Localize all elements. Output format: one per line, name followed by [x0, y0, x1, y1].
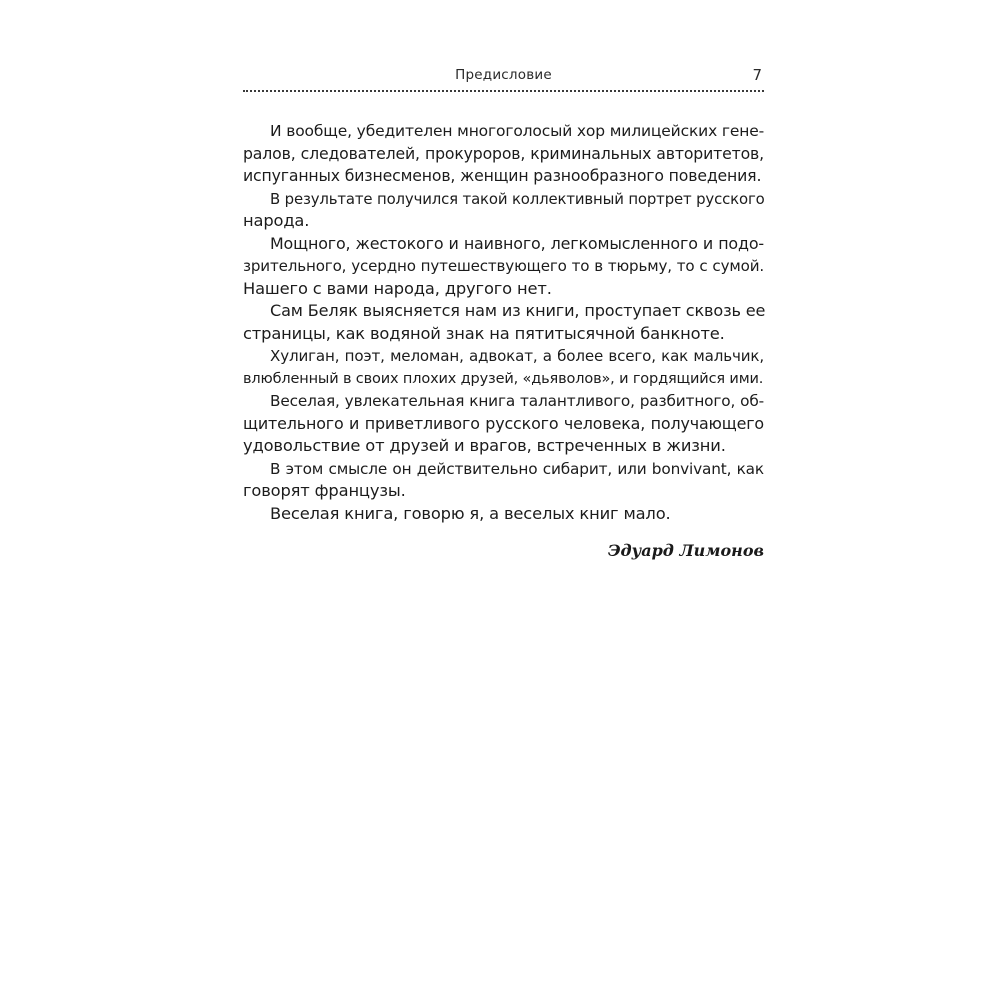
- text-line: Мощного, жестокого и наивного, легкомысленного и подо-: [270, 233, 764, 253]
- paragraph: [243, 345, 764, 390]
- text-line: ралов, следователей, прокуроров, криминальных авторитетов,: [243, 143, 764, 163]
- text-line: влюбленный в своих плохих друзей, «дьяволов», и гордящийся ими.: [243, 370, 764, 387]
- text-line: щительного и приветливого русского человека, получающего: [243, 413, 764, 433]
- paragraph: [243, 390, 764, 458]
- section-title: Предисловие: [455, 67, 552, 83]
- text-line: народа.: [243, 211, 310, 230]
- author-signature: Эдуард Лимонов: [607, 541, 764, 560]
- text-line: Сам Беляк выясняется нам из книги, проступает сквозь ее: [270, 301, 766, 320]
- book-page: [243, 62, 764, 582]
- text-line: говорят французы.: [243, 481, 406, 500]
- paragraph: [243, 300, 764, 345]
- text-line: Хулиган, поэт, меломан, адвокат, а более всего, как мальчик,: [270, 347, 764, 365]
- text-line: страницы, как водяной знак на пятитысячной банкноте.: [243, 323, 725, 343]
- text-line: зрительного, усердно путешествующего то в тюрьму, то с сумой.: [243, 257, 764, 275]
- paragraph: [243, 503, 764, 526]
- paragraph: [243, 458, 764, 503]
- paragraph: [243, 233, 764, 301]
- text-line: В результате получился такой коллективный портрет русского: [270, 189, 765, 208]
- running-header: [243, 62, 764, 92]
- text-line: Веселая книга, говорю я, а веселых книг мало.: [270, 503, 671, 523]
- body-text: [243, 120, 764, 525]
- text-line: В этом смысле он действительно сибарит, или bonvivant, как: [270, 459, 764, 478]
- text-line: Веселая, увлекательная книга талантливого, разбитного, об-: [270, 392, 764, 410]
- page-number: 7: [752, 66, 762, 84]
- paragraph: [243, 188, 764, 233]
- text-line: удовольствие от друзей и врагов, встреченных в жизни.: [243, 436, 726, 455]
- text-line: Нашего с вами народа, другого нет.: [243, 278, 552, 298]
- paragraph: [243, 120, 764, 188]
- text-line: испуганных бизнесменов, женщин разнообразного поведения.: [243, 166, 762, 185]
- text-line: И вообще, убедителен многоголосый хор милицейских гене-: [270, 122, 765, 140]
